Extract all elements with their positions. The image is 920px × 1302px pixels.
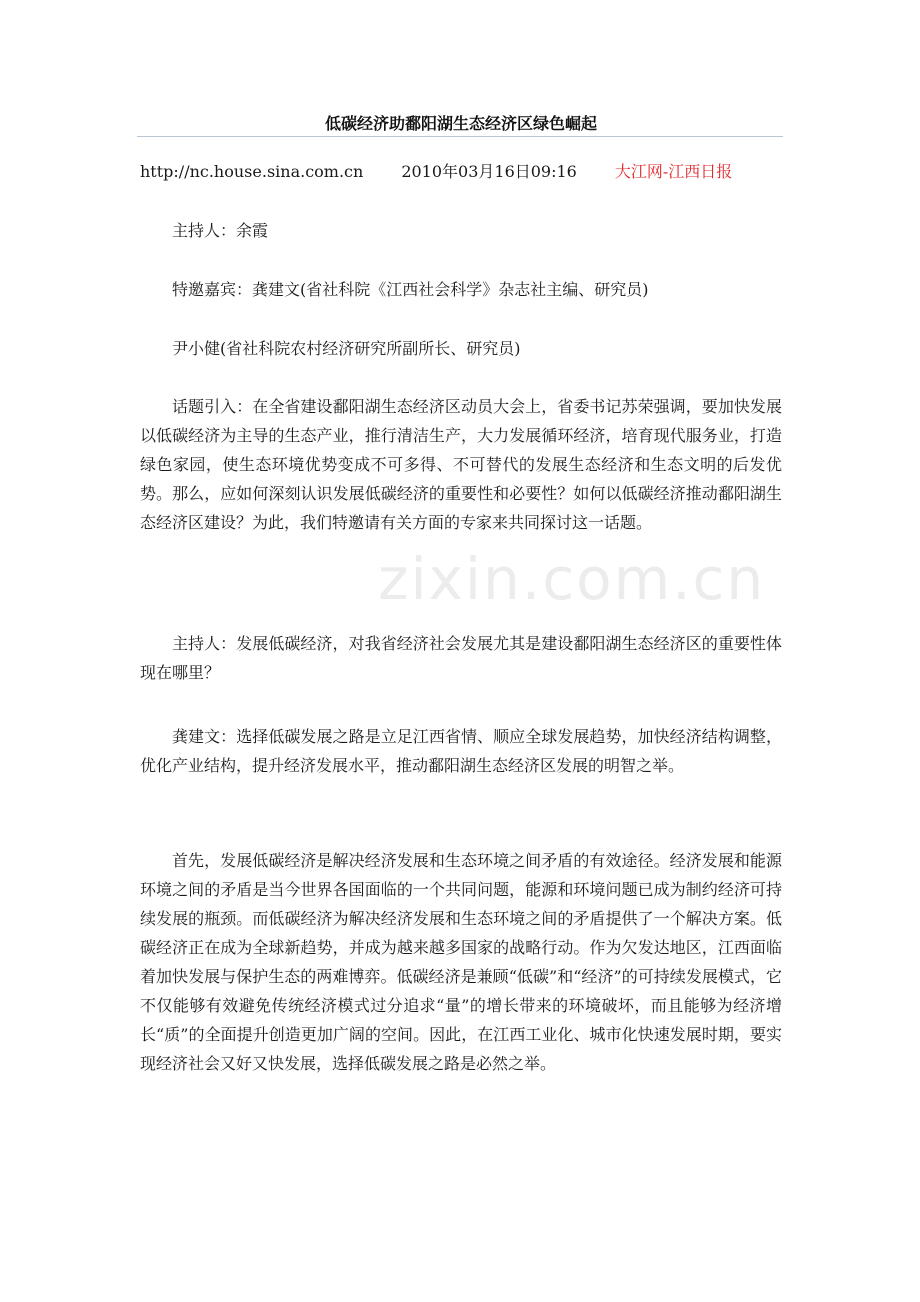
- title-divider: [137, 136, 783, 137]
- source-name[interactable]: 大江网-江西日报: [614, 162, 733, 181]
- article-title: 低碳经济助鄱阳湖生态经济区绿色崛起: [324, 114, 597, 133]
- paragraph-first-point: 首先，发展低碳经济是解决经济发展和生态环境之间矛盾的有效途径。经济发展和能源环境之间的矛盾是当今世界各国面临的一个共同问题，能源和环境问题已成为制约经济可持续发展的瓶颈。而低碳经济为解决经济发展和生态环境之间的矛盾提供了一个解决方案。低碳经济正在成为全球新趋势，并成为越来越多国家的战略行动。作为欠发达地区，江西面临着加快发展与保护生态的两难博弈。低碳经济是兼顾“低碳”和“经济”的可持续发展模式，它不仅能够有效避免传统经济模式过分追求“量”的增长带来的环境破坏，而且能够为经济增长“质”的全面提升创造更加广阔的空间。因此，在江西工业化、城市化快速发展时期，要实现经济社会又好又快发展，选择低碳发展之路是必然之举。: [140, 851, 782, 1073]
- watermark: zixin.com.cn: [378, 545, 766, 613]
- paragraph-question: 主持人：发展低碳经济，对我省经济社会发展尤其是建设鄱阳湖生态经济区的重要性体现在哪里？: [140, 634, 782, 682]
- paragraph-host: 主持人：余霞: [172, 221, 269, 240]
- paragraph-intro: 话题引入：在全省建设鄱阳湖生态经济区动员大会上，省委书记苏荣强调，要加快发展以低碳经济为主导的生态产业，推行清洁生产，大力发展循环经济，培育现代服务业，打造绿色家园，使生态环境优势变成不可多得、不可替代的发展生态经济和生态文明的后发优势。那么，应如何深刻认识发展低碳经济的重要性和必要性？如何以低碳经济推动鄱阳湖生态经济区建设？为此，我们特邀请有关方面的专家来共同探讨这一话题。: [140, 397, 782, 532]
- paragraph-answer: 龚建文：选择低碳发展之路是立足江西省情、顺应全球发展趋势，加快经济结构调整，优化产业结构，提升经济发展水平，推动鄱阳湖生态经济区发展的明智之举。: [140, 727, 782, 775]
- paragraph-guest-2: 尹小健(省社科院农村经济研究所副所长、研究员): [172, 339, 521, 358]
- article-meta: [140, 160, 782, 183]
- publish-datetime: 2010年03月16日09:16: [401, 162, 577, 181]
- source-url[interactable]: http://nc.house.sina.com.cn: [140, 162, 364, 181]
- paragraph-guest-1: 特邀嘉宾：龚建文(省社科院《江西社会科学》杂志社主编、研究员): [172, 280, 649, 299]
